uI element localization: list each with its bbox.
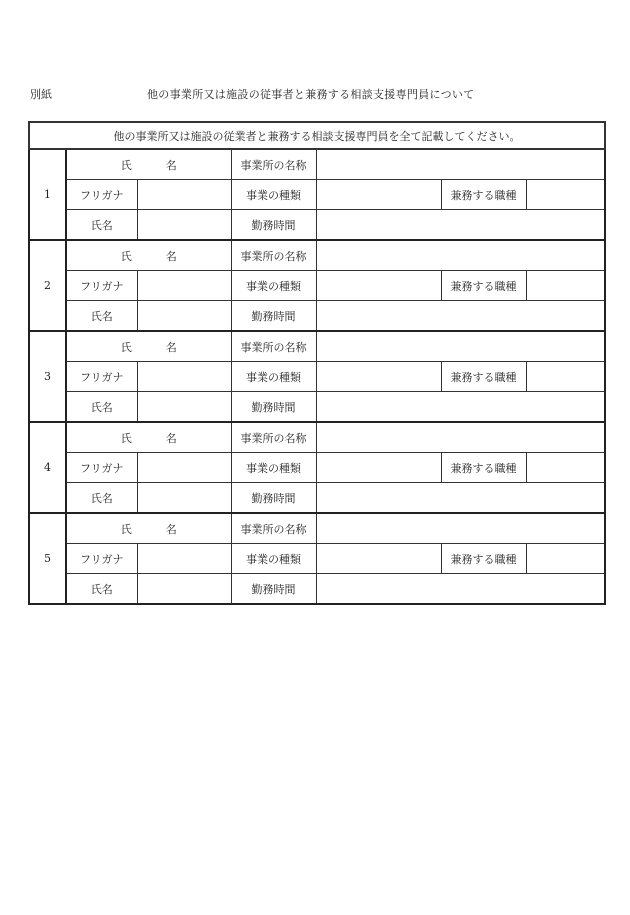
entry-row-name bbox=[29, 210, 605, 241]
form-instruction: 他の事業所又は施設の従業者と兼務する相談支援専門員を全て記載してください。 bbox=[29, 122, 605, 149]
name-header-cell bbox=[66, 513, 231, 544]
work-hours-label: 勤務時間 bbox=[231, 574, 316, 605]
furigana-label: フリガナ bbox=[66, 180, 137, 210]
concurrent-job-field[interactable] bbox=[526, 180, 605, 210]
facility-name-field[interactable] bbox=[316, 513, 605, 544]
name-header-label bbox=[121, 432, 177, 445]
furigana-field[interactable] bbox=[137, 271, 231, 301]
business-type-field[interactable] bbox=[316, 453, 441, 483]
work-hours-field[interactable] bbox=[316, 392, 605, 423]
entry-row-furigana bbox=[29, 180, 605, 210]
name-header-cell bbox=[66, 331, 231, 362]
name-field[interactable] bbox=[137, 483, 231, 514]
name-header-left: 氏 bbox=[120, 431, 132, 445]
concurrent-job-field[interactable] bbox=[526, 271, 605, 301]
name-field[interactable] bbox=[137, 301, 231, 332]
business-type-label: 事業の種類 bbox=[231, 271, 316, 301]
furigana-label: フリガナ bbox=[66, 362, 137, 392]
name-label: 氏名 bbox=[66, 574, 137, 605]
entry-number: 2 bbox=[29, 240, 66, 331]
name-field[interactable] bbox=[137, 574, 231, 605]
name-header-cell bbox=[66, 149, 231, 180]
name-header-right: 名 bbox=[165, 158, 177, 172]
name-header-cell bbox=[66, 422, 231, 453]
facility-name-label: 事業所の名称 bbox=[231, 331, 316, 362]
facility-name-label: 事業所の名称 bbox=[231, 149, 316, 180]
name-field[interactable] bbox=[137, 210, 231, 241]
entry-number: 3 bbox=[29, 331, 66, 422]
furigana-field[interactable] bbox=[137, 362, 231, 392]
work-hours-field[interactable] bbox=[316, 301, 605, 332]
entry-row-name bbox=[29, 483, 605, 514]
entry-number: 4 bbox=[29, 422, 66, 513]
concurrent-job-label: 兼務する職種 bbox=[441, 271, 526, 301]
business-type-label: 事業の種類 bbox=[231, 544, 316, 574]
attachment-label: 別紙 bbox=[30, 88, 52, 101]
concurrent-job-label: 兼務する職種 bbox=[441, 362, 526, 392]
name-header-right: 名 bbox=[165, 249, 177, 263]
name-label: 氏名 bbox=[66, 301, 137, 332]
concurrent-job-field[interactable] bbox=[526, 362, 605, 392]
name-header-right: 名 bbox=[165, 522, 177, 536]
work-hours-label: 勤務時間 bbox=[231, 392, 316, 423]
concurrent-job-field[interactable] bbox=[526, 544, 605, 574]
entry-row-furigana bbox=[29, 362, 605, 392]
entry-row-name-header bbox=[29, 149, 605, 180]
name-header-left: 氏 bbox=[120, 249, 132, 263]
facility-name-field[interactable] bbox=[316, 149, 605, 180]
name-header-right: 名 bbox=[165, 340, 177, 354]
furigana-field[interactable] bbox=[137, 453, 231, 483]
work-hours-label: 勤務時間 bbox=[231, 210, 316, 241]
entry-row-name bbox=[29, 574, 605, 605]
furigana-label: フリガナ bbox=[66, 544, 137, 574]
business-type-label: 事業の種類 bbox=[231, 453, 316, 483]
business-type-label: 事業の種類 bbox=[231, 180, 316, 210]
staff-form-table bbox=[28, 121, 606, 605]
facility-name-label: 事業所の名称 bbox=[231, 240, 316, 271]
document-title: 他の事業所又は施設の従事者と兼務する相談支援専門員について bbox=[147, 88, 475, 101]
name-label: 氏名 bbox=[66, 392, 137, 423]
business-type-label: 事業の種類 bbox=[231, 362, 316, 392]
name-header-label bbox=[121, 159, 177, 172]
concurrent-job-label: 兼務する職種 bbox=[441, 544, 526, 574]
furigana-label: フリガナ bbox=[66, 453, 137, 483]
work-hours-field[interactable] bbox=[316, 210, 605, 241]
name-header-left: 氏 bbox=[120, 522, 132, 536]
work-hours-label: 勤務時間 bbox=[231, 301, 316, 332]
entry-row-name-header bbox=[29, 240, 605, 271]
name-label: 氏名 bbox=[66, 483, 137, 514]
business-type-field[interactable] bbox=[316, 544, 441, 574]
entry-number: 5 bbox=[29, 513, 66, 604]
concurrent-job-label: 兼務する職種 bbox=[441, 180, 526, 210]
business-type-field[interactable] bbox=[316, 271, 441, 301]
work-hours-field[interactable] bbox=[316, 574, 605, 605]
entry-row-name-header bbox=[29, 422, 605, 453]
name-field[interactable] bbox=[137, 392, 231, 423]
furigana-field[interactable] bbox=[137, 180, 231, 210]
name-header-label bbox=[121, 341, 177, 354]
entry-row-name bbox=[29, 301, 605, 332]
name-header-label bbox=[121, 250, 177, 263]
furigana-field[interactable] bbox=[137, 544, 231, 574]
facility-name-label: 事業所の名称 bbox=[231, 513, 316, 544]
name-label: 氏名 bbox=[66, 210, 137, 241]
name-header-right: 名 bbox=[165, 431, 177, 445]
entry-row-name bbox=[29, 392, 605, 423]
entry-row-furigana bbox=[29, 271, 605, 301]
concurrent-job-label: 兼務する職種 bbox=[441, 453, 526, 483]
furigana-label: フリガナ bbox=[66, 271, 137, 301]
name-header-left: 氏 bbox=[120, 340, 132, 354]
concurrent-job-field[interactable] bbox=[526, 453, 605, 483]
work-hours-field[interactable] bbox=[316, 483, 605, 514]
name-header-label bbox=[121, 523, 177, 536]
work-hours-label: 勤務時間 bbox=[231, 483, 316, 514]
entry-row-furigana bbox=[29, 453, 605, 483]
entry-row-name-header bbox=[29, 331, 605, 362]
entry-row-name-header bbox=[29, 513, 605, 544]
facility-name-field[interactable] bbox=[316, 422, 605, 453]
facility-name-field[interactable] bbox=[316, 331, 605, 362]
facility-name-label: 事業所の名称 bbox=[231, 422, 316, 453]
name-header-cell bbox=[66, 240, 231, 271]
business-type-field[interactable] bbox=[316, 180, 441, 210]
facility-name-field[interactable] bbox=[316, 240, 605, 271]
entry-row-furigana bbox=[29, 544, 605, 574]
name-header-left: 氏 bbox=[120, 158, 132, 172]
business-type-field[interactable] bbox=[316, 362, 441, 392]
entry-number: 1 bbox=[29, 149, 66, 240]
